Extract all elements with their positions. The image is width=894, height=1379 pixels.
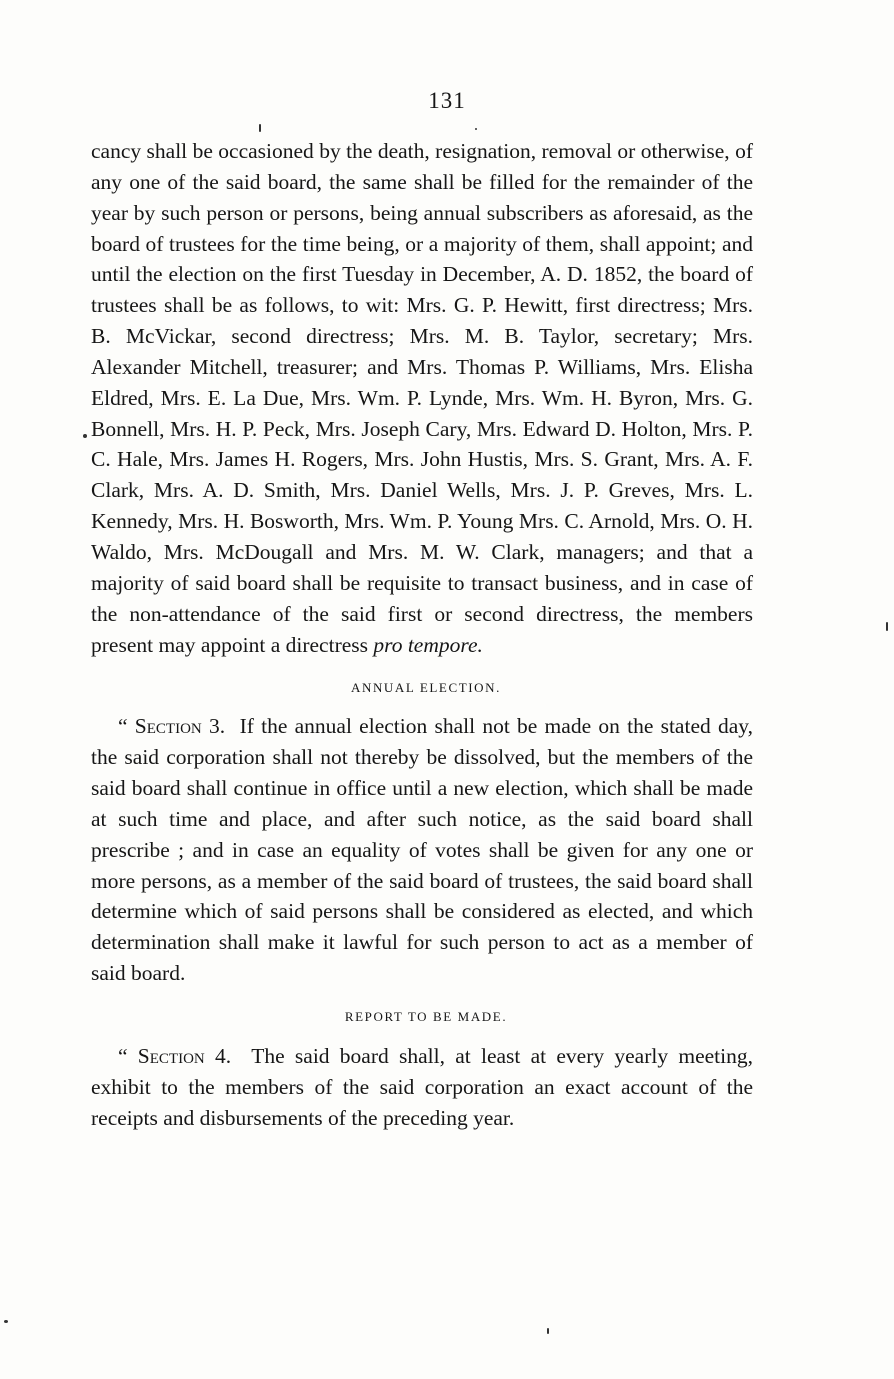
paragraph-text: cancy shall be occasioned by the death, resignation, removal or otherwise, of any one of the said board, the same shall be filled for the remainder of the year by such person or persons, being annual subscribers as aforesaid, as the board of trustees for the time being, or a majority of them, shall appoint; and until the election on the first Tuesday in December, A. D. 1852, the board of trustees shall be as follows, to wit: Mrs. G. P. Hewitt, first directress; Mrs. B. McVickar, second directress; Mrs. M. B. Taylor, secretary; Mrs. Alexander Mitchell, treasurer; and Mrs. Thomas P. Williams, Mrs. Elisha Eldred, Mrs. E. La Due, Mrs. Wm. P. Lynde, Mrs. Wm. H. Byron, Mrs. G. Bonnell, Mrs. H. P. Peck, Mrs. Joseph Cary, Mrs. Edward D. Holton, Mrs. P. C. Hale, Mrs. James H. Rogers, Mrs. John Hustis, Mrs. S. Grant, Mrs. A. F. Clark, Mrs. A. D. Smith, Mrs. Daniel Wells, Mrs. J. P. Greves, Mrs. L. Kennedy, Mrs. H. Bosworth, Mrs. Wm. P. Young Mrs. C. Arnold, Mrs. O. H. Waldo, Mrs. McDougall and Mrs. M. W. Clark, managers; and that a majority of said board shall be requisite to transact business, and in case of the non-attendance of the said first or second directress, the members present may appoint a directress [91, 139, 753, 657]
section-3-text: If the annual election shall not be made on the stated day, the said corporation shall not thereby be dissolved, but the members of the said board shall continue in office until a new election, which shall be made at such time and place, and after such notice, as the said board shall prescribe ; and in case an equality of votes shall be given for any one or more persons, as a member of the said board of trustees, the said board shall determine which of said persons shall be considered as elected, and which determination shall make it lawful for such person to act as a member of said board. [91, 714, 754, 986]
section-4-paragraph [91, 1041, 753, 1134]
ink-speck [259, 124, 261, 132]
section-heading-report: REPORT TO BE MADE. [344, 1008, 508, 1024]
section-4-label: “ Section 4. [118, 1043, 232, 1068]
ink-speck [4, 1320, 8, 1323]
page-number: 131 [428, 88, 466, 113]
page-body [91, 136, 753, 1133]
section-4-text: The said board shall, at least at every yearly meeting, exhibit to the members of the said corporation an exact account of the receipts and disbursements of the preceding year. [91, 1043, 753, 1130]
ink-speck [547, 1328, 549, 1334]
section-3-paragraph [91, 711, 753, 989]
section-heading-annual-election: ANNUAL ELECTION. [350, 680, 502, 696]
paragraph-board-of-trustees [91, 136, 753, 660]
italic-phrase: pro tempore. [373, 632, 483, 657]
section-3-label: “ Section 3. [118, 714, 226, 739]
ink-speck [475, 128, 477, 130]
ink-speck [886, 622, 888, 631]
ink-speck [83, 434, 87, 438]
